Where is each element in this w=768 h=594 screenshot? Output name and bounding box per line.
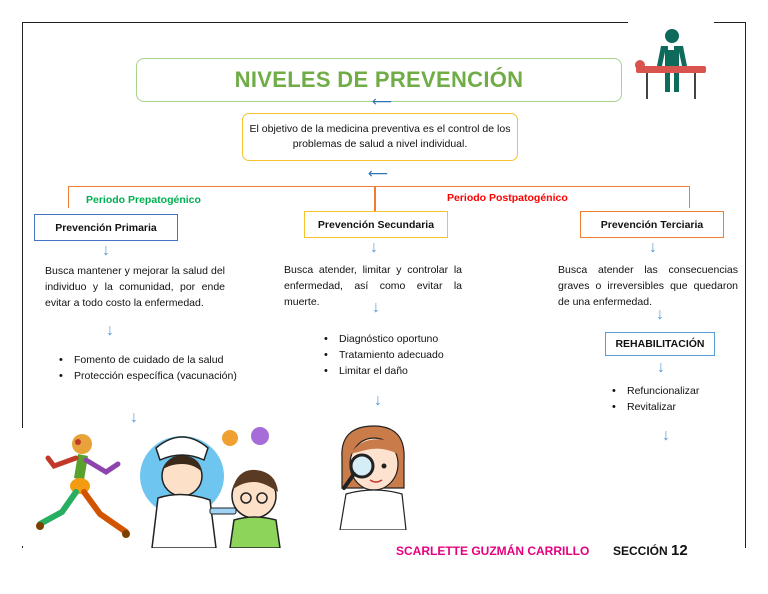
rehabilitation-box <box>605 332 715 356</box>
arrow-down-icon: ↓ <box>372 299 380 316</box>
level-primary-title: Prevención Primaria <box>55 221 157 234</box>
level-primary-list <box>59 352 237 384</box>
arrow-down-icon: ↓ <box>130 409 138 426</box>
running-person-illustration <box>18 428 138 546</box>
level-secondary-list <box>324 331 444 379</box>
level-connector-center <box>374 186 376 212</box>
level-secondary-title: Prevención Secundaria <box>317 218 435 231</box>
section-label-text: SECCIÓN <box>613 544 668 558</box>
period-postpatogenico: Periodo Postpatogénico <box>447 192 568 204</box>
arrow-down-icon: ↓ <box>657 359 665 376</box>
level-primary-description: Busca mantener y mejorar la salud del individuo y la comunidad, por ende evitar a todo costo la enfermedad. <box>45 265 225 309</box>
level-tertiary-box <box>580 211 724 238</box>
period-prepatogenico: Periodo Prepatogénico <box>86 194 201 206</box>
list-item: • Diagnóstico oportuno <box>324 331 444 347</box>
level-tertiary-list <box>612 383 699 415</box>
level-primary-box <box>34 214 178 241</box>
level-tertiary-title: Prevención Terciaria <box>600 218 704 231</box>
level-secondary-box <box>304 211 448 238</box>
arrow-left-icon: ⟵ <box>372 93 393 109</box>
level-secondary-description: Busca atender, limitar y controlar la enfermedad, así como evitar la muerte. <box>284 264 462 308</box>
nurse-vaccinating-child-illustration <box>138 420 294 548</box>
doctor-patient-icon <box>628 22 714 108</box>
list-item: • Refuncionalizar <box>612 383 699 399</box>
arrow-down-icon: ↓ <box>649 239 657 256</box>
doctor-magnifier-illustration <box>326 418 418 530</box>
arrow-down-icon: ↓ <box>662 427 670 444</box>
list-item: • Limitar el daño <box>324 363 444 379</box>
rehabilitation-label: REHABILITACIÓN <box>615 338 705 350</box>
objective-box: El objetivo de la medicina preventiva es el control de los problemas de salud a nivel individual. <box>242 113 518 161</box>
arrow-down-icon: ↓ <box>656 306 664 323</box>
arrow-down-icon: ↓ <box>106 322 114 339</box>
page-title: NIVELES DE PREVENCIÓN <box>234 67 524 92</box>
arrow-down-icon: ↓ <box>370 239 378 256</box>
section-number: 12 <box>671 542 688 559</box>
level-tertiary-description: Busca atender las consecuencias graves o irreversibles que quedaron de una enfermedad. <box>558 264 738 308</box>
author-name: SCARLETTE GUZMÁN CARRILLO <box>396 544 590 558</box>
list-item: • Tratamiento adecuado <box>324 347 444 363</box>
list-item: • Protección específica (vacunación) <box>59 368 237 384</box>
list-item: • Fomento de cuidado de la salud <box>59 352 237 368</box>
list-item: • Revitalizar <box>612 399 699 415</box>
arrow-down-icon: ↓ <box>102 242 110 259</box>
arrow-left-icon: ⟵ <box>368 165 389 181</box>
section-label <box>613 542 688 559</box>
arrow-down-icon: ↓ <box>374 392 382 409</box>
